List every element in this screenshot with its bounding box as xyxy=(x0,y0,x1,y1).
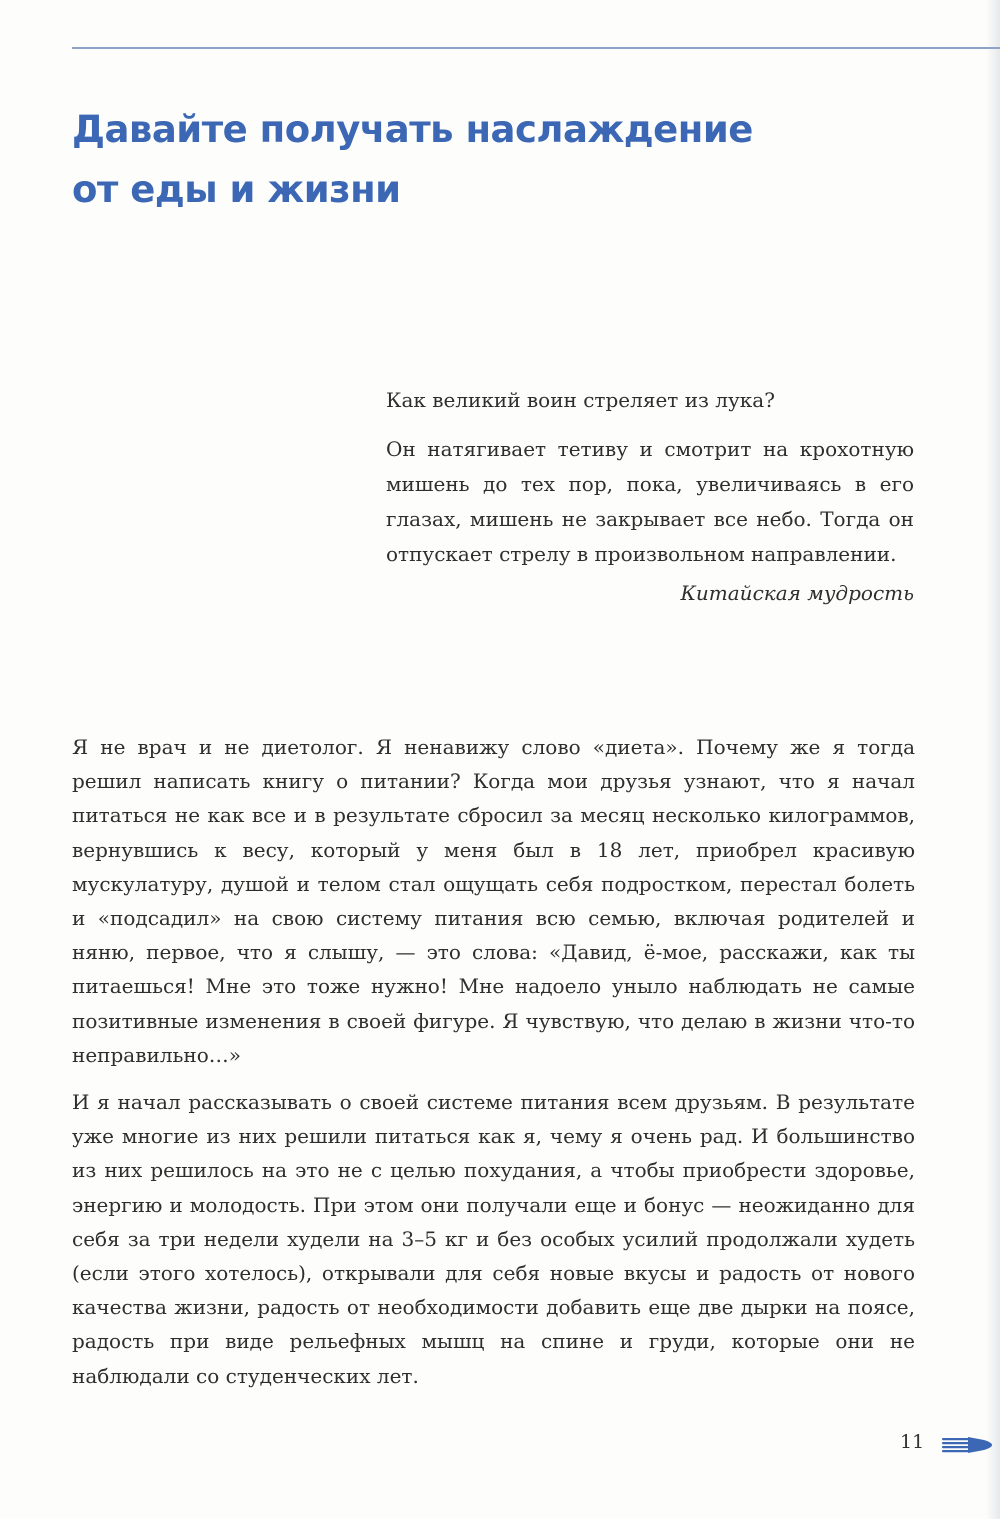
epigraph-answer: Он натягивает тетиву и смотрит на крохотную мишень до тех пор, пока, увеличиваясь в его глазах, мишень не закрывает все небо. Тогда он отпускает стрелу в произвольном направлении. xyxy=(386,437,914,566)
epigraph xyxy=(386,383,914,611)
paragraph-1: Я не врач и не диетолог. Я ненавижу слово «диета». Почему же я тогда решил написать книгу о питании? Когда мои друзья узнают, что я начал питаться не как все и в результате сбросил за месяц несколько килограммов, вернувшись к весу, который у меня был в 18 лет, приобрел красивую мускулатуру, душой и телом стал ощущать себя подростком, перестал болеть и «подсадил» на свою систему питания всю семью, включая родителей и няню, первое, что я слышу, — это слова: «Давид, ё-мое, расскажи, как ты питаешься! Мне это тоже нужно! Мне надоело уныло наблюдать не самые позитивные изменения в своей фигуре. Я чувствую, что делаю в жизни что-то неправильно…» xyxy=(72,735,915,1067)
header-rule xyxy=(72,47,1000,49)
fork-icon xyxy=(940,1436,1000,1454)
chapter-title-line-2: от еды и жизни xyxy=(72,168,401,211)
epigraph-question: Как великий воин стреляет из лука? xyxy=(386,388,775,412)
chapter-title xyxy=(72,100,872,220)
body-text xyxy=(72,730,915,1393)
chapter-title-line-1: Давайте получать наслаждение xyxy=(72,108,753,151)
page-edge xyxy=(986,0,1000,1519)
page-number: 11 xyxy=(900,1431,925,1453)
paragraph-2: И я начал рассказывать о своей системе питания всем друзьям. В результате уже многие из них решили питаться как я, чему я очень рад. И большинство из них решилось на это не с целью похудания, а чтобы приобрести здоровье, энергию и молодость. При этом они получали еще и бонус — неожиданно для себя за три недели худели на 3–5 кг и без особых усилий продолжали худеть (если этого хотелось), открывали для себя новые вкусы и радость от нового качества жизни, радость от необходимости добавить еще две дырки на поясе, радость при виде рельефных мышц на спине и груди, которые они не наблюдали со студенческих лет. xyxy=(72,1090,915,1388)
epigraph-attribution: Китайская мудрость xyxy=(680,581,914,605)
